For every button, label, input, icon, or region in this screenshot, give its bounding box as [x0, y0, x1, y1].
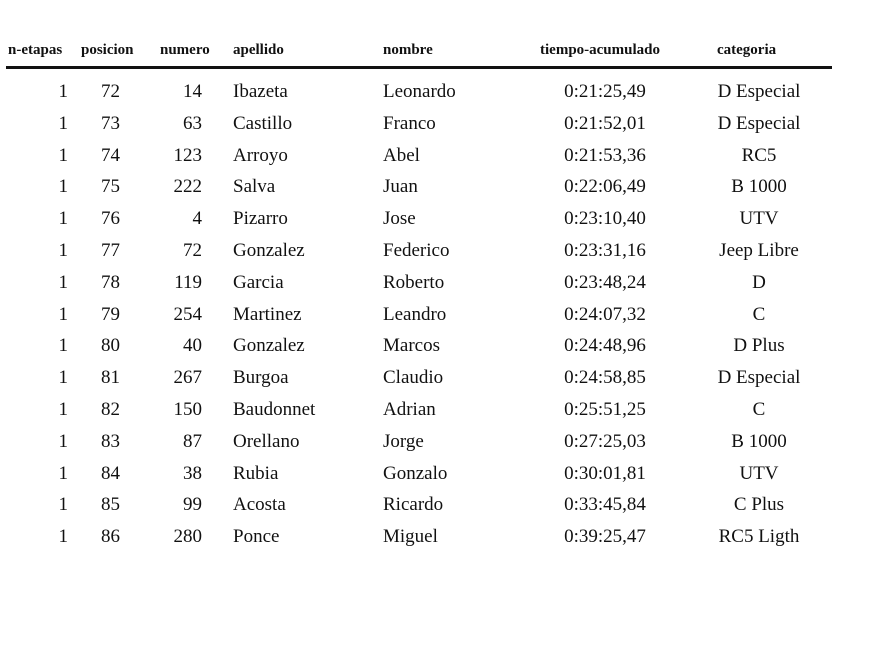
cell-nombre: Leandro	[383, 303, 447, 325]
cell-nombre: Juan	[383, 176, 418, 198]
cell-numero: 254	[173, 303, 202, 325]
cell-categoria: UTV	[739, 208, 779, 230]
cell-tiempo-acumulado: 0:21:25,49	[564, 81, 646, 102]
header-posicion: posicion	[81, 42, 134, 58]
cell-posicion: 73	[101, 112, 120, 134]
cell-tiempo-acumulado: 0:23:31,16	[564, 239, 646, 261]
table-row	[0, 142, 872, 174]
cell-categoria: Jeep Libre	[719, 239, 799, 261]
table-row	[0, 301, 872, 333]
cell-posicion: 83	[101, 430, 120, 452]
table-header	[0, 42, 872, 62]
cell-apellido: Pizarro	[233, 208, 288, 230]
cell-nombre: Ricardo	[383, 494, 444, 516]
header-categoria: categoria	[717, 42, 777, 58]
cell-categoria: RC5	[741, 144, 777, 166]
cell-numero: 99	[183, 494, 202, 516]
cell-posicion: 78	[101, 271, 120, 293]
cell-tiempo-acumulado: 0:33:45,84	[564, 494, 646, 516]
cell-posicion: 85	[101, 494, 120, 516]
cell-posicion: 77	[101, 239, 120, 261]
cell-n-etapas: 1	[58, 176, 68, 198]
cell-nombre: Miguel	[383, 526, 438, 548]
cell-numero: 280	[173, 526, 202, 548]
cell-n-etapas: 1	[58, 303, 68, 325]
cell-apellido: Gonzalez	[233, 239, 305, 261]
cell-nombre: Gonzalo	[383, 462, 448, 484]
cell-tiempo-acumulado: 0:39:25,47	[564, 526, 646, 548]
cell-categoria: C	[752, 398, 766, 420]
cell-categoria: RC5 Ligth	[718, 526, 800, 548]
cell-categoria: D	[752, 271, 766, 293]
cell-categoria: D Especial	[717, 81, 801, 102]
cell-nombre: Claudio	[383, 367, 444, 389]
cell-categoria: B 1000	[731, 176, 787, 198]
cell-tiempo-acumulado: 0:30:01,81	[564, 462, 646, 484]
cell-n-etapas: 1	[58, 208, 68, 230]
cell-apellido: Baudonnet	[233, 398, 316, 420]
cell-apellido: Martinez	[233, 303, 302, 325]
cell-nombre: Roberto	[383, 271, 445, 293]
cell-apellido: Gonzalez	[233, 335, 305, 357]
cell-numero: 40	[183, 335, 202, 357]
table-row	[0, 364, 872, 396]
cell-numero: 150	[173, 398, 202, 420]
cell-categoria: B 1000	[731, 430, 787, 452]
cell-tiempo-acumulado: 0:24:58,85	[564, 367, 646, 389]
cell-apellido: Acosta	[233, 494, 286, 516]
cell-nombre: Jorge	[383, 430, 424, 452]
cell-posicion: 81	[101, 367, 120, 389]
cell-numero: 87	[183, 430, 202, 452]
header-nombre: nombre	[383, 42, 433, 58]
cell-nombre: Franco	[383, 112, 436, 134]
cell-numero: 267	[173, 367, 202, 389]
cell-n-etapas: 1	[58, 398, 68, 420]
cell-n-etapas: 1	[58, 526, 68, 548]
cell-tiempo-acumulado: 0:22:06,49	[564, 176, 646, 198]
cell-numero: 123	[173, 144, 202, 166]
cell-numero: 14	[183, 81, 202, 102]
cell-posicion: 79	[101, 303, 120, 325]
cell-posicion: 82	[101, 398, 120, 420]
cell-n-etapas: 1	[58, 144, 68, 166]
cell-numero: 119	[174, 271, 202, 293]
cell-n-etapas: 1	[58, 335, 68, 357]
table-row	[0, 269, 872, 301]
header-rule	[6, 66, 832, 69]
cell-nombre: Adrian	[383, 398, 436, 420]
table-row	[0, 173, 872, 205]
cell-numero: 38	[183, 462, 202, 484]
cell-categoria: C	[752, 303, 766, 325]
cell-n-etapas: 1	[58, 367, 68, 389]
cell-posicion: 86	[101, 526, 120, 548]
cell-tiempo-acumulado: 0:23:10,40	[564, 208, 646, 230]
cell-nombre: Abel	[383, 144, 420, 166]
cell-n-etapas: 1	[58, 462, 68, 484]
table-row	[0, 237, 872, 269]
cell-apellido: Salva	[233, 176, 276, 198]
cell-apellido: Ponce	[233, 526, 280, 548]
cell-numero: 222	[173, 176, 202, 198]
table-row	[0, 460, 872, 492]
table-row	[0, 428, 872, 460]
cell-n-etapas: 1	[58, 81, 68, 102]
cell-apellido: Orellano	[233, 430, 300, 452]
cell-n-etapas: 1	[58, 430, 68, 452]
table-row	[0, 205, 872, 237]
cell-numero: 4	[192, 208, 202, 230]
cell-nombre: Federico	[383, 239, 450, 261]
cell-apellido: Garcia	[233, 271, 284, 293]
cell-tiempo-acumulado: 0:21:52,01	[564, 112, 646, 134]
cell-categoria: D Plus	[733, 335, 785, 357]
cell-n-etapas: 1	[58, 494, 68, 516]
cell-categoria: D Especial	[717, 112, 801, 134]
table-row	[0, 110, 872, 142]
cell-numero: 72	[183, 239, 202, 261]
table-row	[0, 396, 872, 428]
cell-tiempo-acumulado: 0:27:25,03	[564, 430, 646, 452]
cell-posicion: 80	[101, 335, 120, 357]
cell-apellido: Castillo	[233, 112, 293, 134]
cell-tiempo-acumulado: 0:24:48,96	[564, 335, 646, 357]
cell-posicion: 75	[101, 176, 120, 198]
header-apellido: apellido	[233, 42, 284, 58]
cell-n-etapas: 1	[58, 239, 68, 261]
cell-n-etapas: 1	[58, 271, 68, 293]
cell-posicion: 76	[101, 208, 120, 230]
table-body	[0, 78, 872, 555]
cell-nombre: Leonardo	[383, 81, 456, 102]
cell-tiempo-acumulado: 0:23:48,24	[564, 271, 646, 293]
cell-n-etapas: 1	[58, 112, 68, 134]
cell-categoria: UTV	[739, 462, 779, 484]
table-row	[0, 523, 872, 555]
cell-tiempo-acumulado: 0:21:53,36	[564, 144, 646, 166]
cell-posicion: 84	[101, 462, 120, 484]
header-tiempo-acumulado: tiempo-acumulado	[540, 42, 660, 58]
cell-tiempo-acumulado: 0:24:07,32	[564, 303, 646, 325]
cell-categoria: C Plus	[733, 494, 785, 516]
cell-apellido: Burgoa	[233, 367, 289, 389]
cell-tiempo-acumulado: 0:25:51,25	[564, 398, 646, 420]
cell-apellido: Ibazeta	[233, 81, 288, 102]
cell-apellido: Arroyo	[233, 144, 288, 166]
table-row	[0, 78, 872, 110]
cell-apellido: Rubia	[233, 462, 279, 484]
header-numero: numero	[160, 42, 210, 58]
table-row	[0, 332, 872, 364]
cell-numero: 63	[183, 112, 202, 134]
cell-nombre: Marcos	[383, 335, 440, 357]
table-row	[0, 491, 872, 523]
cell-posicion: 74	[101, 144, 120, 166]
cell-posicion: 72	[101, 81, 120, 102]
cell-nombre: Jose	[383, 208, 416, 230]
cell-categoria: D Especial	[717, 367, 801, 389]
header-n-etapas: n-etapas	[8, 42, 63, 58]
